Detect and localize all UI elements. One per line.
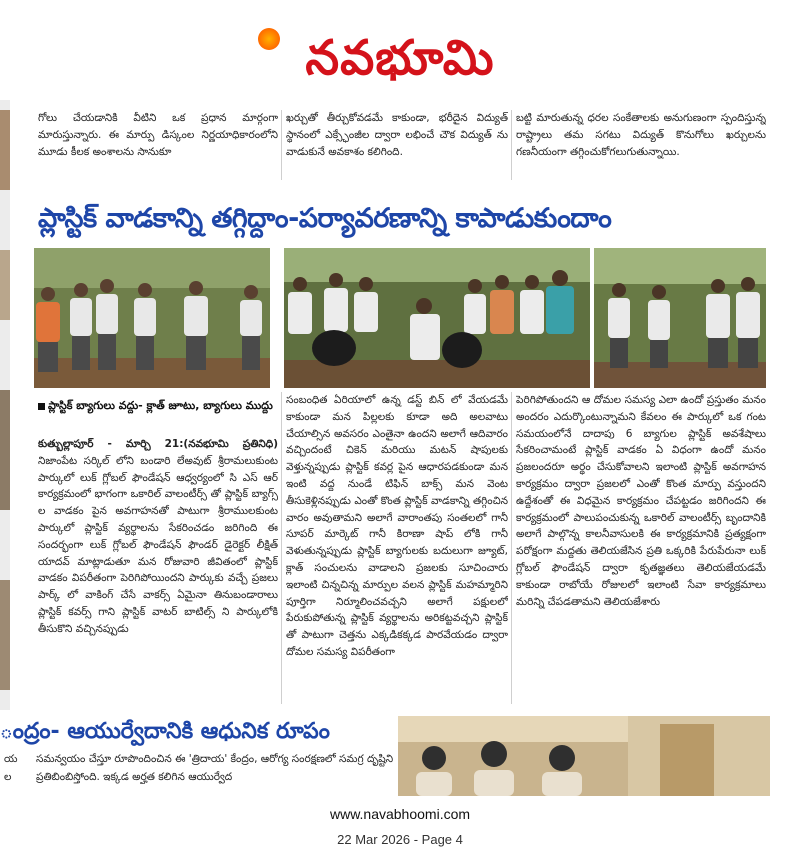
- photo-caption: [38, 398, 278, 414]
- top-column-1-text: గోలు చేయడానికి వీటిని ఒక ప్రధాన మార్గంగా మారుస్తున్నారు. ఈ మార్పు డిస్కంల నిర్ణయాధికారంలోని మూడు కీలక అంశాలను సానుకూ: [38, 112, 278, 158]
- top-column-2-text: ఖర్చుతో తీర్చుకోవడమే కాకుండా, భరీదైన విద్యుత్ స్థానంలో ఎక్స్ఛేంజీల ద్వారా లభించే చౌక విద్యుత్ ను వాడుకునే అవకాశం కలిగింది.: [286, 112, 508, 158]
- caption-text: ప్లాస్టిక్ బ్యాగులు వద్దు- క్లాత్ జూటు, బ్యాగులు ముద్దు: [48, 399, 273, 412]
- photo-plastic-collection: [284, 248, 590, 388]
- left-page-edge: [0, 100, 10, 710]
- caption-bullet-icon: [38, 403, 45, 410]
- article-column-1-text: నిజాంపేట సర్కిల్ లోని బండారి లేఅవుట్ శ్రీరామలుకుంట పార్కులో లుక్ గ్లోబల్ ఫౌండేషన్ ఆధ్వర్యంలో సి ఎస్ ఆర్ కార్యక్రమంలో భాగంగా ఒకారిల్ వాలంటీర్స్ తో ప్లాస్టిక్ బ్యాగ్స్ ల వాడకం పైన అవగాహనతో పాటుగా శ్రీరాములకుంట పార్కులో ప్లాస్టిక్ వ్యర్థాలను సేకరించడం జరిగింది ఈ సందర్భంగా లుక్ గ్లోబల్ ఫౌండేషన్ ఫౌండర్ డైరెక్టర్ లీక్షిత్ యాదవ్ మాట్లాడుతూ మన రోజువారి జీవితంలో ప్లాస్టిక్ వాడకం విపరీతంగా పెరిగిపోయిందని పార్కుకు వచ్చే ప్రజలు పార్క్ లో వాకింగ్ చేసే వాకర్స్ ఏమైనా తినుబండారాలు ప్లాస్టిక్ కవర్స్ గాని ప్లాస్టిక్ వాటర్ బాటిల్స్ ని పార్కులోకి తీసుకొని వచ్చినప్పుడు: [38, 454, 278, 635]
- bottom-story-text: సమన్వయం చేస్తూ రూపొందించిన ఈ 'త్రిదాయ' కేంద్రం, ఆరోగ్య సంరక్షణలో సమగ్ర దృష్టిని ప్రతిబింబిస్తోంది. ఇక్కడ అర్హత కలిగిన ఆయుర్వేద: [36, 753, 394, 783]
- article-column-1: [38, 436, 278, 706]
- article-column-3: [516, 392, 766, 706]
- column-divider: [281, 110, 282, 180]
- article-column-3-text: పెరిగిపోతుందని ఆ దోమల సమస్య ఎలా ఉందో ప్రస్తుతం మనం అందరం ఎదుర్కొంటున్నామని కేవలం ఈ పార్కులో ఒక గంట సమయంలోనే దాదాపు 6 బ్యాగుల ప్లాస్టిక్ అవశేషాలు సేకరించామంటే ప్లాస్టిక్ వాడకం ఏ విధంగా ఉందో మనం ప్రజలందరూ అర్థం చేసుకోవాలని ఇలాంటి ప్లాస్టిక్ అవగాహన కార్యక్రమం ద్వారా ప్రజలలో ఎంతో కొంత మార్పు వస్తుందని ఉద్దేశంతో ఈ విధమైన కార్యక్రమం చేపట్టడం జరిగిందని ఈ కార్యక్రమంలో పాలుపంచుకున్న ఒకారిల్ వాలంటీర్స్ బృందానికి అలాగే పాల్గొన్న కాలనీవాసులకి ఈ కార్యక్రమానికి ప్రత్యక్షంగా పరోక్షంగా మద్దతు తెలియజేసిన ప్రతి ఒక్కరికి పేరుపేరునా లుక్ గ్లోబల్ ఫౌండేషన్ ద్వారా కృతజ్ఞతలు తెలియజేయడమే కాకుండా రాబోయే రోజులలో ఇలాంటి సేవా కార్యక్రమాలు మరిన్ని చేపడతామని తెలియజేశారు: [516, 394, 766, 608]
- photo-volunteers-group: [34, 248, 270, 388]
- article-column-2-text: సంబంధిత ఏరియాలో ఉన్న డస్ట్ బిన్ లో వేయడమే కాకుండా మన పిల్లలకు కూడా అది అలవాటు చేయాల్సిన అవసరం ఎంతైనా ఉందని అలాగే ఆదివారం వచ్చిందంటే చికెన్ మరియు మటన్ షాపులకు వెళ్తున్నప్పుడు ప్లాస్టిక్ కవర్ల పైన ఆధారపడకుండా మన ఇంటి వద్ద నుండే టిఫిన్ బాక్స్ మన వెంట తీసుకెళ్లినప్పుడు ఎంతో కొంత ప్లాస్టిక్ వాడకాన్ని తగ్గించిన వారం అవుతామని అలాగే వారాంతపు సంతలలో గానీ సూపర్ మార్కెట్ గానీ కిరాణా షాప్ లోకి గానీ వెళుతున్నప్పుడు ప్లాస్టిక్ బ్యాగులకు బదులుగా జ్యూట్, క్లాత్ సంచులను వాడాలని ప్రజలకు సూచించారు ఇలాంటి చిన్నచిన్న మార్పుల వలన ప్లాస్టిక్ మహమ్మారిని పూర్తిగా నిర్మూలించవచ్చని అలాగే పక్షులలో పేరుకుపోతున్న ప్లాస్టిక్ వ్యర్థాలను అరికట్టవచ్చని ప్లాస్టిక్ తో పాటుగా చెత్తను ఎక్కడికక్కడ పారవేయడం ద్వారా దోమల సమస్య విపరీతంగా: [286, 394, 508, 658]
- bottom-left-fragment: య ల: [4, 753, 18, 783]
- article-headline: ప్లాస్టిక్ వాడకాన్ని తగ్గిద్దాం-పర్యావరణాన్ని కాపాడుకుందాం: [38, 203, 612, 234]
- top-column-1: [38, 110, 278, 182]
- article-dateline: కుత్బుల్లాపూర్ - మార్చి 21:(నవభూమి ప్రతినిధి): [38, 438, 278, 450]
- footer-website: www.navabhoomi.com: [329, 806, 471, 822]
- top-column-2: [286, 110, 508, 182]
- column-divider: [511, 392, 512, 704]
- bottom-story-headline: ంద్రం- ఆయుర్వేదానికి ఆధునిక రూపం: [0, 719, 330, 744]
- newspaper-logo: నవభూమి: [305, 30, 495, 86]
- column-divider: [281, 392, 282, 704]
- article-column-2: [286, 392, 508, 706]
- footer-date-page: 22 Mar 2026 - Page 4: [337, 832, 463, 847]
- column-divider: [511, 110, 512, 180]
- photo-ayurveda-centre: [398, 716, 770, 796]
- masthead: [0, 0, 800, 100]
- top-column-3: [516, 110, 766, 182]
- photo-park-volunteers: [594, 248, 766, 388]
- top-column-3-text: బట్టి మారుతున్న ధరల సంకేతాలకు అనుగుణంగా స్పందిస్తున్న రాష్ట్రాలు తమ సగటు విద్యుత్ కొనుగోలు ఖర్చులను గణనీయంగా తగ్గించుకోగలుగుతున్నాయి.: [516, 112, 766, 158]
